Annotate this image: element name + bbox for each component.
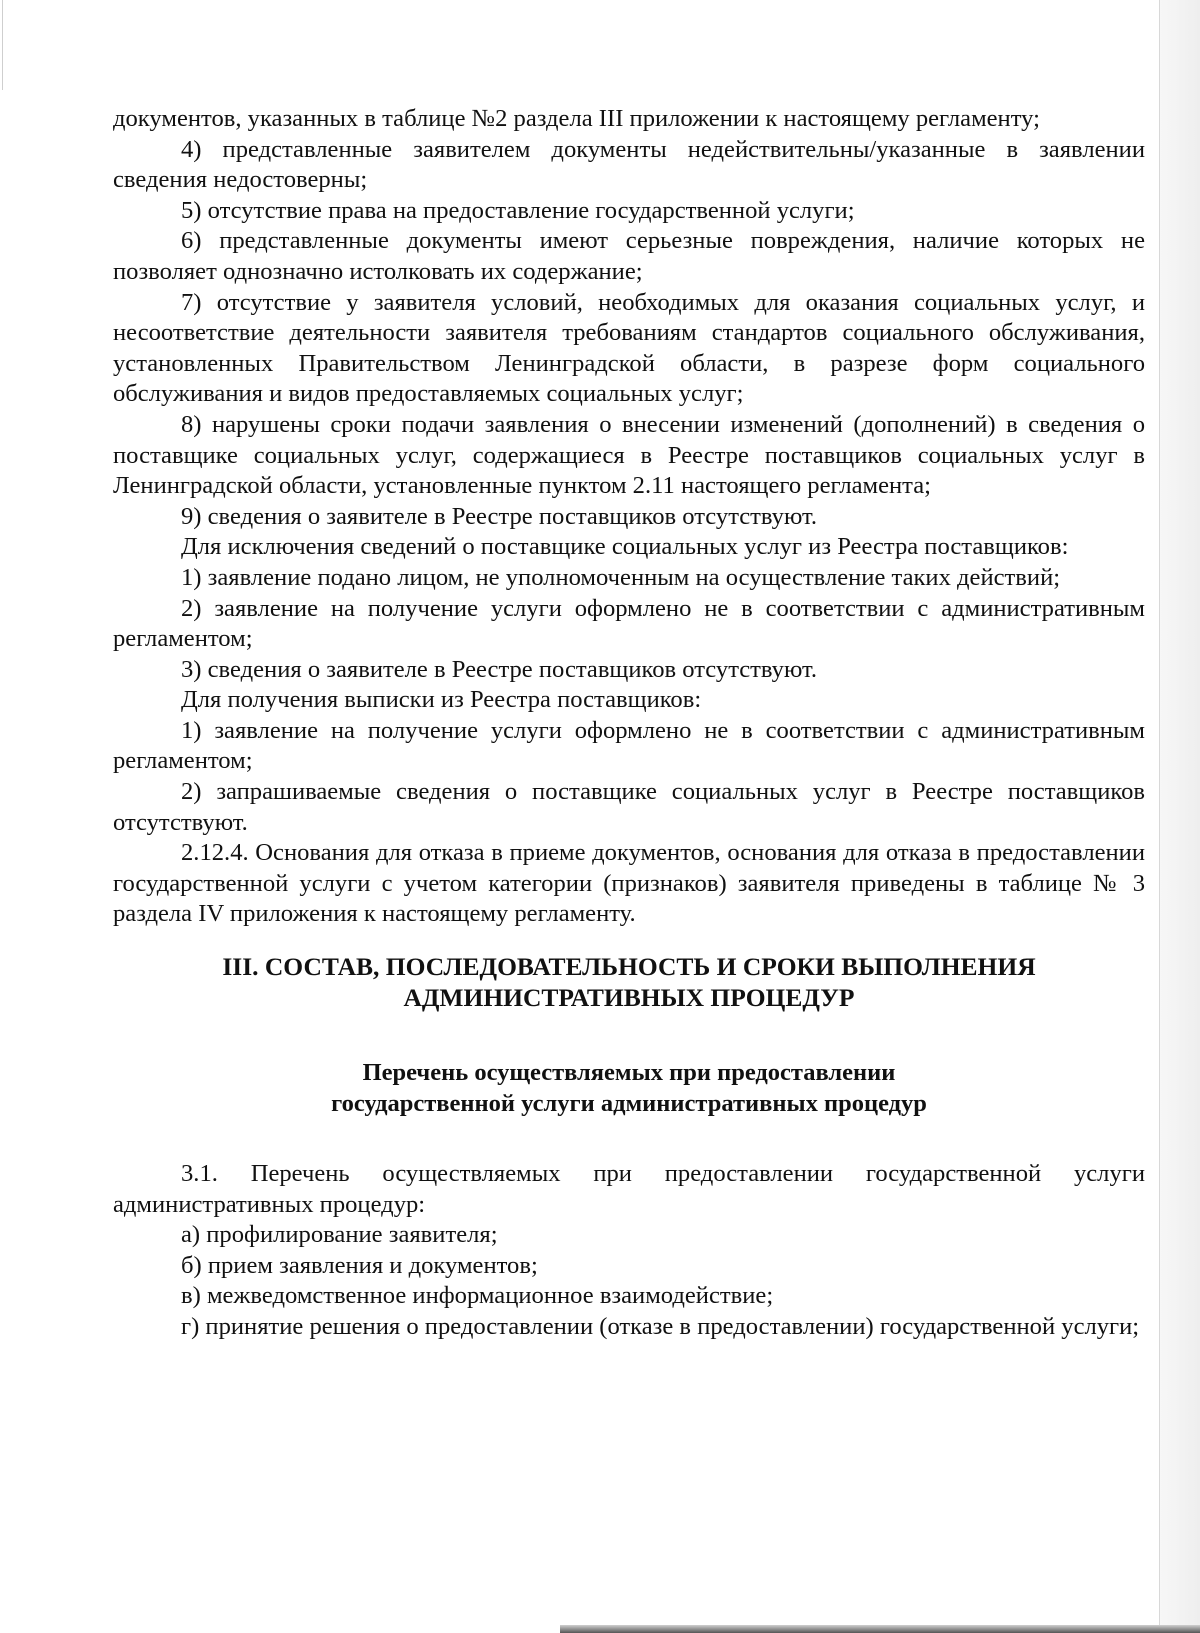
scan-edge-left — [2, 0, 3, 90]
list-item-9: 9) сведения о заявителе в Реестре поставщиков отсутствуют. — [181, 502, 818, 530]
clause-3-1: 3.1. Перечень осуществляемых при предоставлении государственной услуги административных процедур: — [113, 1160, 1145, 1218]
procedure-item-g: г) принятие решения о предоставлении (отказе в предоставлении) государственной услуги; — [181, 1313, 1140, 1340]
subsection-heading-line-1: Перечень осуществляемых при предоставлении — [362, 1059, 896, 1087]
extract-intro: Для получения выписки из Реестра поставщиков: — [181, 686, 702, 714]
exclusion-item-3: 3) сведения о заявителе в Реестре поставщиков отсутствуют. — [181, 655, 818, 683]
exclusion-item-2: 2) заявление на получение услуги оформлено не в соответствии с административным регламентом; — [113, 594, 1145, 653]
procedure-item-v: в) межведомственное информационное взаимодействие; — [181, 1282, 774, 1310]
list-item-5: 5) отсутствие права на предоставление государственной услуги; — [181, 196, 855, 224]
exclusion-item-1: 1) заявление подано лицом, не уполномоченным на осуществление таких действий; — [181, 563, 1061, 591]
document-body — [113, 104, 1145, 1343]
list-item-8: 8) нарушены сроки подачи заявления о внесении изменений (дополнений) в сведения о поставщике социальных услуг, содержащиеся в Реестре поставщиков социальных услуг в Ленинградской области, установленные пунктом 2.11 настоящего регламента; — [113, 410, 1145, 500]
procedure-item-b: б) прием заявления и документов; — [181, 1251, 538, 1279]
list-item-6: 6) представленные документы имеют серьезные повреждения, наличие которых не позволяет однозначно истолковать их содержание; — [113, 227, 1145, 285]
subsection-heading-line-2: государственной услуги административных процедур — [331, 1090, 927, 1118]
scan-edge-bottom — [560, 1625, 1200, 1633]
clause-2-12-4: 2.12.4. Основания для отказа в приеме документов, основания для отказа в предоставлении государственной услуги с учетом категории (признаков) заявителя приведены в таблице № 3 раздела IV приложения к настоящему регламенту. — [113, 839, 1145, 928]
list-item-4: 4) представленные заявителем документы недействительны/указанные в заявлении сведения недостоверны; — [113, 135, 1145, 194]
procedure-item-a: а) профилирование заявителя; — [181, 1221, 498, 1249]
subsection-heading — [113, 1057, 1145, 1119]
paragraph-continuation: документов, указанных в таблице №2 раздела III приложении к настоящему регламенту; — [113, 105, 1040, 132]
section-heading-line-1: III. СОСТАВ, ПОСЛЕДОВАТЕЛЬНОСТЬ И СРОКИ ВЫПОЛНЕНИЯ — [222, 952, 1036, 982]
list-item-7: 7) отсутствие у заявителя условий, необходимых для оказания социальных услуг, и несоответствие деятельности заявителя требованиям стандартов социального обслуживания, установленных Правительством Ленинградской области, в разрезе форм социального обслуживания и видов предоставляемых социальных услуг; — [113, 288, 1145, 408]
section-heading — [113, 951, 1145, 1013]
exclusion-intro: Для исключения сведений о поставщике социальных услуг из Реестра поставщиков: — [181, 533, 1069, 561]
extract-item-1: 1) заявление на получение услуги оформлено не в соответствии с административным регламентом; — [113, 716, 1145, 775]
extract-item-2: 2) запрашиваемые сведения о поставщике социальных услуг в Реестре поставщиков отсутствуют. — [113, 778, 1145, 836]
scan-edge-right — [1159, 0, 1200, 1633]
section-heading-line-2: АДМИНИСТРАТИВНЫХ ПРОЦЕДУР — [403, 983, 855, 1013]
